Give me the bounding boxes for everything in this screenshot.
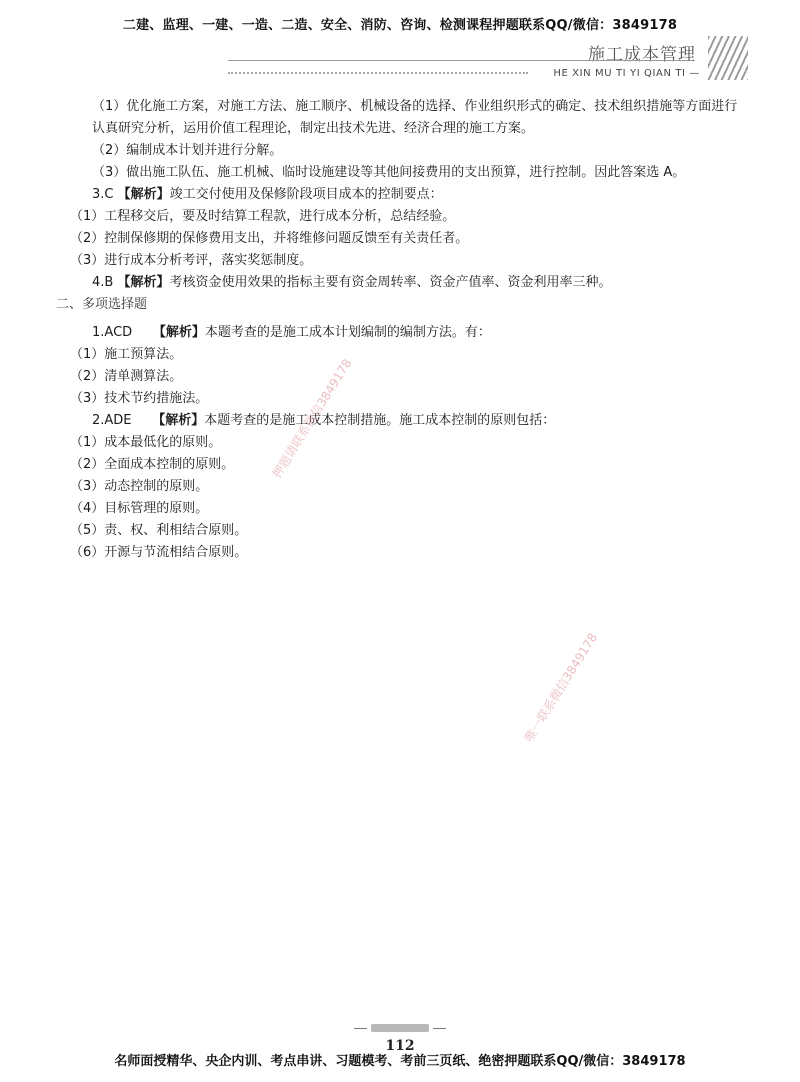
multi-question-2-item: （3）动态控制的原则。 bbox=[70, 479, 209, 494]
section-2-title: 二、多项选择题 bbox=[56, 297, 148, 312]
multi-question-1-item: （1）施工预算法。 bbox=[70, 347, 183, 362]
question-3-text: 竣工交付使用及保修阶段项目成本的控制要点： bbox=[169, 187, 443, 202]
multi-question-1-text: 本题考查的是施工成本计划编制的编制方法。有： bbox=[204, 325, 491, 340]
watermark: 唯一联系微信3849178 bbox=[521, 630, 601, 745]
multi-question-2-item: （2）全面成本控制的原则。 bbox=[70, 457, 235, 472]
paragraph-2: （2）编制成本计划并进行分解。 bbox=[92, 143, 283, 158]
multi-question-1-item: （2）清单测算法。 bbox=[70, 369, 183, 384]
footer-dash bbox=[354, 1028, 367, 1029]
multi-question-1-item: （3）技术节约措施法。 bbox=[70, 391, 209, 406]
header-section-title: 施工成本管理 bbox=[588, 45, 696, 65]
multi-question-2-item: （4）目标管理的原则。 bbox=[70, 501, 209, 516]
question-3-item: （3）进行成本分析考评，落实奖惩制度。 bbox=[70, 253, 313, 268]
question-3 bbox=[70, 184, 750, 206]
question-3-item: （2）控制保修期的保修费用支出，并将维修问题反馈至有关责任者。 bbox=[70, 231, 469, 246]
footer-bar bbox=[371, 1024, 428, 1032]
bottom-banner: 名师面授精华、央企内训、考点串讲、习题模考、考前三页纸、绝密押题联系QQ/微信：3849178 bbox=[114, 1054, 686, 1069]
multi-question-1-answer: 1.ACD bbox=[92, 325, 133, 340]
question-3-item: （1）工程移交后，要及时结算工程款，进行成本分析，总结经验。 bbox=[70, 209, 456, 224]
question-4 bbox=[70, 272, 750, 294]
header-stripes-decoration bbox=[708, 36, 748, 80]
paragraph-3: （3）做出施工队伍、施工机械、临时设施建设等其他间接费用的支出预算，进行控制。因此答案选 A。 bbox=[92, 165, 686, 180]
header-pinyin: HE XIN MU TI YI QIAN TI — bbox=[553, 68, 700, 79]
footer-dash bbox=[433, 1028, 446, 1029]
footer-ornament bbox=[350, 1022, 450, 1034]
question-3-answer: 3.C bbox=[92, 187, 114, 202]
multi-question-2-text: 本题考查的是施工成本控制措施。施工成本控制的原则包括： bbox=[204, 413, 556, 428]
header-dotted-rule bbox=[228, 72, 528, 74]
multi-question-2-item: （5）责、权、利相结合原则。 bbox=[70, 523, 248, 538]
page-number: 112 bbox=[385, 1038, 415, 1054]
question-4-text: 考核资金使用效果的指标主要有资金周转率、资金产值率、资金利用率三种。 bbox=[169, 275, 612, 290]
paragraph-1: （1）优化施工方案，对施工方法、施工顺序、机械设备的选择、作业组织形式的确定、技术组织措施等方面进行认真研究分析，运用价值工程理论，制定出技术先进、经济合理的施工方案。 bbox=[92, 99, 738, 136]
multi-question-2-answer: 2.ADE bbox=[92, 413, 132, 428]
page-content bbox=[56, 96, 750, 564]
multi-question-2 bbox=[70, 410, 750, 432]
header-rule bbox=[228, 60, 688, 61]
multi-question-1 bbox=[70, 322, 750, 344]
multi-question-1-tag: 【解析】 bbox=[152, 325, 205, 340]
multi-question-2-item: （1）成本最低化的原则。 bbox=[70, 435, 222, 450]
question-3-tag: 【解析】 bbox=[117, 187, 170, 202]
question-4-answer: 4.B bbox=[92, 275, 114, 290]
question-4-tag: 【解析】 bbox=[117, 275, 170, 290]
top-banner: 二建、监理、一建、一造、二造、安全、消防、咨询、检测课程押题联系QQ/微信：3849178 bbox=[122, 18, 678, 33]
multi-question-2-item: （6）开源与节流相结合原则。 bbox=[70, 545, 248, 560]
multi-question-2-tag: 【解析】 bbox=[152, 413, 205, 428]
watermark: 押题请联系微信3849178 bbox=[269, 356, 355, 481]
